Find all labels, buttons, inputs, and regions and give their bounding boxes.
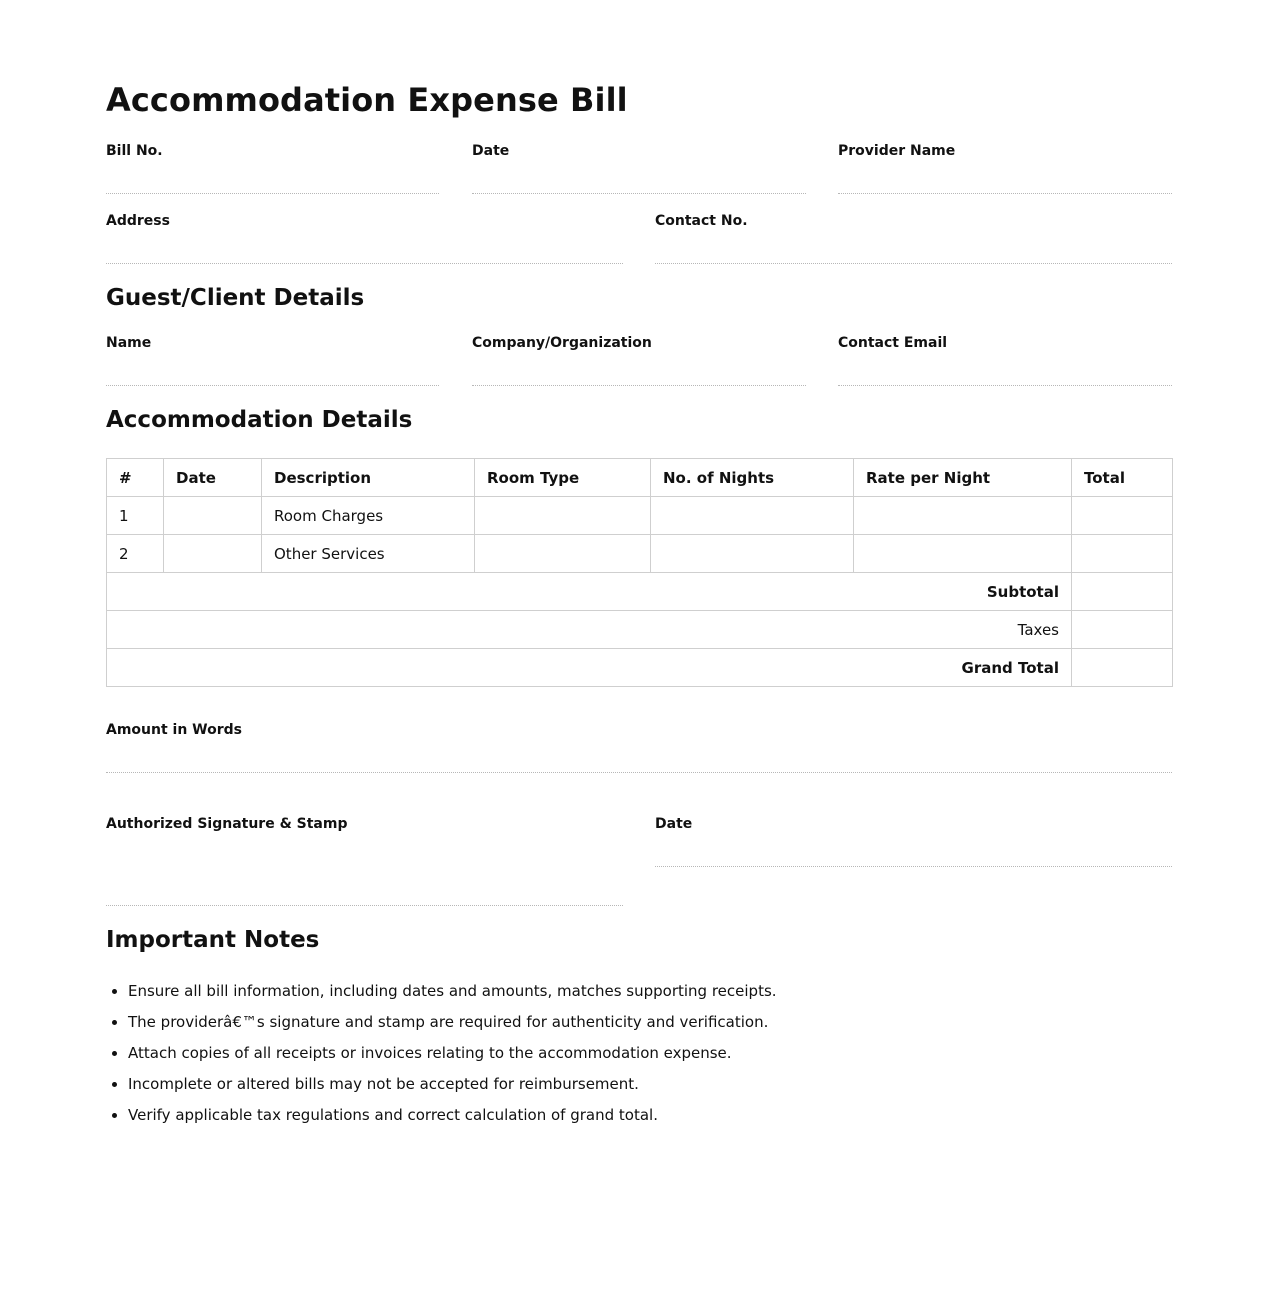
row-nights-cell[interactable]	[651, 497, 854, 535]
col-header-room-type: Room Type	[475, 459, 651, 497]
contact-email-field[interactable]	[838, 333, 1172, 387]
page-title: Accommodation Expense Bill	[106, 81, 628, 119]
col-header-num: #	[107, 459, 164, 497]
row-total-cell[interactable]	[1072, 535, 1173, 573]
company-line	[472, 385, 806, 386]
signature-line	[106, 905, 623, 906]
guest-name-label: Name	[106, 335, 152, 351]
row-room-type-cell[interactable]	[475, 535, 651, 573]
col-header-description: Description	[262, 459, 475, 497]
row-nights-cell[interactable]	[651, 535, 854, 573]
guest-name-line	[106, 385, 439, 386]
company-label: Company/Organization	[472, 335, 652, 351]
contact-email-line	[838, 385, 1172, 386]
amount-in-words-field[interactable]	[106, 720, 1172, 774]
taxes-value-cell[interactable]	[1072, 611, 1173, 649]
bill-date-field[interactable]	[472, 141, 806, 195]
col-header-date: Date	[164, 459, 262, 497]
amount-in-words-label: Amount in Words	[106, 722, 243, 738]
guest-section-heading: Guest/Client Details	[106, 285, 365, 311]
col-header-rate: Rate per Night	[854, 459, 1072, 497]
subtotal-row	[107, 573, 1173, 611]
row-description: Other Services	[262, 535, 475, 573]
signature-label: Authorized Signature & Stamp	[106, 816, 348, 832]
row-rate-cell[interactable]	[854, 497, 1072, 535]
grand-total-row	[107, 649, 1173, 687]
list-item: • Ensure all bill information, including dates and amounts, matches supporting receipts.	[128, 976, 777, 1007]
col-header-nights: No. of Nights	[651, 459, 854, 497]
signature-field[interactable]	[106, 814, 623, 907]
provider-name-label: Provider Name	[838, 143, 956, 159]
address-line	[106, 263, 623, 264]
list-item: • The providerâ€™s signature and stamp are required for authenticity and verification.	[128, 1007, 777, 1038]
bill-date-line	[472, 193, 806, 194]
row-description: Room Charges	[262, 497, 475, 535]
list-item: • Incomplete or altered bills may not be accepted for reimbursement.	[128, 1069, 777, 1100]
grand-total-label: Grand Total	[107, 649, 1072, 687]
subtotal-value-cell[interactable]	[1072, 573, 1173, 611]
provider-name-field[interactable]	[838, 141, 1172, 195]
address-label: Address	[106, 213, 170, 229]
contact-email-label: Contact Email	[838, 335, 948, 351]
list-item: • Verify applicable tax regulations and correct calculation of grand total.	[128, 1100, 777, 1131]
bill-no-label: Bill No.	[106, 143, 163, 159]
address-field[interactable]	[106, 211, 623, 265]
signature-date-label: Date	[655, 816, 693, 832]
contact-no-field[interactable]	[655, 211, 1172, 265]
bill-no-line	[106, 193, 439, 194]
notes-list	[106, 976, 777, 1131]
signature-date-line	[655, 866, 1172, 867]
amount-in-words-line	[106, 772, 1172, 773]
table-header-row	[107, 459, 1173, 497]
accommodation-table	[106, 458, 1173, 687]
notes-heading: Important Notes	[106, 927, 320, 953]
guest-name-field[interactable]	[106, 333, 439, 387]
bill-date-label: Date	[472, 143, 510, 159]
row-date-cell[interactable]	[164, 497, 262, 535]
signature-date-field[interactable]	[655, 814, 1172, 868]
company-field[interactable]	[472, 333, 806, 387]
subtotal-label: Subtotal	[107, 573, 1072, 611]
row-total-cell[interactable]	[1072, 497, 1173, 535]
grand-total-value-cell[interactable]	[1072, 649, 1173, 687]
table-row	[107, 535, 1173, 573]
table-row	[107, 497, 1173, 535]
row-rate-cell[interactable]	[854, 535, 1072, 573]
bill-no-field[interactable]	[106, 141, 439, 195]
row-date-cell[interactable]	[164, 535, 262, 573]
row-num: 1	[107, 497, 164, 535]
row-num: 2	[107, 535, 164, 573]
taxes-label: Taxes	[107, 611, 1072, 649]
row-room-type-cell[interactable]	[475, 497, 651, 535]
taxes-row	[107, 611, 1173, 649]
col-header-total: Total	[1072, 459, 1173, 497]
provider-name-line	[838, 193, 1172, 194]
contact-no-line	[655, 263, 1172, 264]
list-item: • Attach copies of all receipts or invoices relating to the accommodation expense.	[128, 1038, 777, 1069]
accommodation-section-heading: Accommodation Details	[106, 407, 413, 433]
contact-no-label: Contact No.	[655, 213, 748, 229]
